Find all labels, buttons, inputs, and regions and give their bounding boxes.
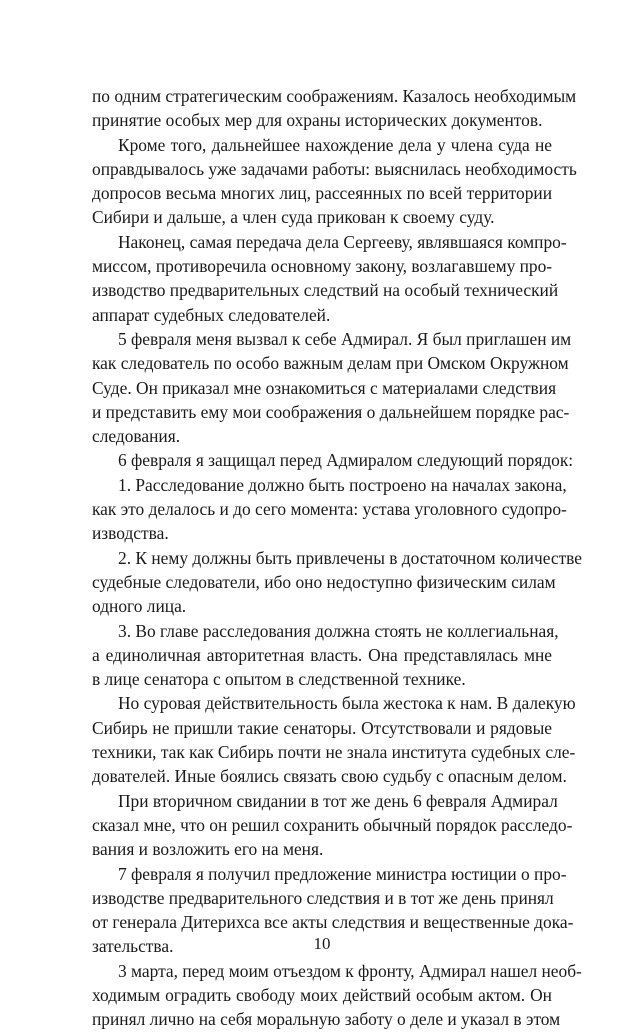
text-line: ходимым оградить свободу моих действий особым актом. Он bbox=[92, 984, 552, 1005]
text-line: зательства. bbox=[92, 936, 174, 957]
text-line: принял лично на себя моральную заботу о деле и указал в этом bbox=[92, 1009, 561, 1030]
text-line: от генерала Дитерихса все акты следствия и вещественные дока- bbox=[92, 912, 574, 933]
text-line: миссом, противоречила основному закону, возлагавшему про- bbox=[92, 256, 553, 277]
text-line: 6 февраля я защищал перед Адмиралом следующий порядок: bbox=[118, 450, 574, 471]
text-line: 7 февраля я получил предложение министра юстиции о про- bbox=[118, 863, 567, 884]
text-line: принятие особых мер для охраны исторических документов. bbox=[92, 110, 543, 131]
text-line: вания и возложить его на меня. bbox=[92, 839, 324, 860]
text-line: Сибирь не пришли такие сенаторы. Отсутствовали и рядовые bbox=[92, 717, 552, 738]
body-text bbox=[92, 84, 583, 1032]
text-line: а единоличная авторитетная власть. Она представлялась мне bbox=[92, 644, 552, 665]
text-line: 5 февраля меня вызвал к себе Адмирал. Я был приглашен им bbox=[118, 328, 572, 349]
text-line: 2. К нему должны быть привлечены в достаточном количестве bbox=[118, 547, 583, 568]
text-line: по одним стратегическим соображениям. Казалось необходимым bbox=[92, 86, 577, 106]
text-line: Но суровая действительность была жестока к нам. В далекую bbox=[118, 693, 576, 714]
text-line: следования. bbox=[92, 426, 181, 447]
text-line: Кроме того, дальнейшее нахождение дела у члена суда не bbox=[118, 134, 552, 155]
text-line: техники, так как Сибирь почти не знала института судебных сле- bbox=[92, 742, 576, 763]
text-line: 3 марта, перед моим отъездом к фронту, Адмирал нашел необ- bbox=[118, 960, 582, 981]
text-line: изводстве предварительного следствия и в тот же день принял bbox=[92, 887, 554, 908]
text-line: Наконец, самая передача дела Сергееву, являвшаяся компро- bbox=[118, 231, 567, 252]
text-line: изводство предварительных следствий на особый технический bbox=[92, 280, 559, 301]
text-line: Суде. Он приказал мне ознакомиться с материалами следствия bbox=[92, 377, 557, 398]
text-line: судебные следователи, ибо оно недоступно физическим силам bbox=[92, 571, 556, 592]
text-line: как следователь по особо важным делам при Омском Окружном bbox=[92, 353, 569, 374]
text-line: в лице сенатора с опытом в следственной технике. bbox=[92, 669, 466, 690]
text-line: 3. Во главе расследования должна стоять не коллегиальная, bbox=[118, 620, 559, 641]
text-line: При вторичном свидании в тот же день 6 февраля Адмирал bbox=[118, 790, 558, 811]
text-line: как это делалось и до сего момента: устава уголовного судопро- bbox=[92, 499, 567, 520]
text-line: аппарат судебных следователей. bbox=[92, 304, 331, 325]
text-line: 1. Расследование должно быть построено на началах закона, bbox=[118, 474, 567, 495]
page-number: 10 bbox=[313, 934, 331, 953]
text-line: допросов весьма многих лиц, рассеянных по всей территории bbox=[92, 183, 552, 204]
text-line: Сибири и дальше, а член суда прикован к своему суду. bbox=[92, 207, 495, 228]
text-line: дователей. Иные боялись связать свою судьбу с опасным делом. bbox=[92, 766, 567, 787]
text-line: изводства. bbox=[92, 523, 169, 544]
text-line: одного лица. bbox=[92, 596, 187, 617]
text-line: и представить ему мои соображения о дальнейшем порядке рас- bbox=[92, 401, 570, 422]
text-line: оправдывалось уже задачами работы: выяснилась необходимость bbox=[92, 158, 577, 179]
text-line: сказал мне, что он решил сохранить обычный порядок расследо- bbox=[92, 814, 573, 835]
